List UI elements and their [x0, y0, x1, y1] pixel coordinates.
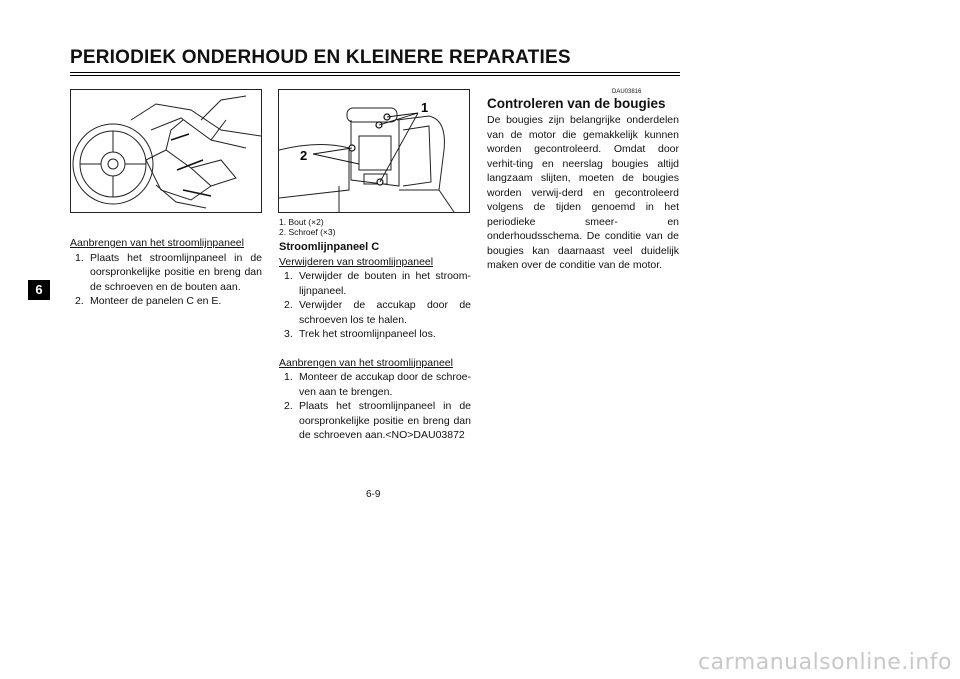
page-title: PERIODIEK ONDERHOUD EN KLEINERE REPARATIES	[70, 47, 571, 68]
document-code: DAU03816	[612, 89, 642, 95]
list-item: 2. Plaats het stroomlijnpaneel in de oorspronkelijke positie en breng dan de schroeven aan.<NO>DAU03872	[284, 400, 471, 441]
list-item: 3. Trek het stroomlijnpaneel los.	[284, 328, 436, 340]
list-item: 1. Plaats het stroomlijnpaneel in de oorspronkelijke positie en breng dan de schroeven en de bouten aan.	[75, 251, 262, 293]
middle-column	[279, 240, 471, 443]
figure-front-panel	[70, 89, 262, 213]
figure-panel-c	[278, 89, 470, 213]
list-item: 2. Monteer de panelen C en E.	[75, 295, 222, 307]
left-column	[70, 236, 262, 309]
list-item: 1. Verwijder de bouten in het stroom-lijnpaneel.	[284, 270, 471, 297]
figure-captions	[279, 217, 469, 237]
list-item: 2. Verwijder de accukap door de schroeven los te halen.	[284, 299, 471, 326]
install-heading-left: Aanbrengen van het stroomlijnpaneel	[70, 237, 244, 249]
remove-heading: Verwijderen van stroomlijnpaneel	[279, 255, 434, 268]
section-title-panel-c: Stroomlijnpaneel C	[279, 241, 380, 253]
list-item: 1. Monteer de accukap door de schroe-ven aan te brengen.	[284, 371, 471, 398]
header-rule-bottom	[70, 75, 680, 76]
spark-plug-paragraph: De bougies zijn belangrijke onderdelen van de motor die gemakkelijk kunnen worden gecontroleerd. Omdat door verhit-ting en neerslag bougies altijd langzaam slijten, moeten de bougies worden verwij-derd en gecontroleerd volgens de tijden genoemd in het periodieke smeer- en onderhoudsschema. De conditie van de bougies kan daarnaast veel duidelijk maken over de conditie van de motor.	[487, 114, 679, 271]
panel-c-illustration	[279, 90, 469, 212]
callout-1: 1	[421, 100, 429, 115]
right-column	[487, 96, 679, 273]
callout-2: 2	[300, 148, 308, 163]
section-title-spark-plugs: Controleren van de bougies	[487, 96, 666, 111]
caption-2: 2. Schroef (×3)	[279, 227, 336, 237]
caption-1: 1. Bout (×2)	[279, 217, 324, 227]
install-heading-middle: Aanbrengen van het stroomlijnpaneel	[279, 356, 453, 369]
watermark: carmanualsonline.info	[698, 650, 952, 675]
page-number: 6-9	[366, 489, 381, 500]
chapter-tab: 6	[28, 280, 50, 300]
front-panel-illustration	[71, 90, 261, 212]
header-rule-top	[70, 72, 680, 73]
